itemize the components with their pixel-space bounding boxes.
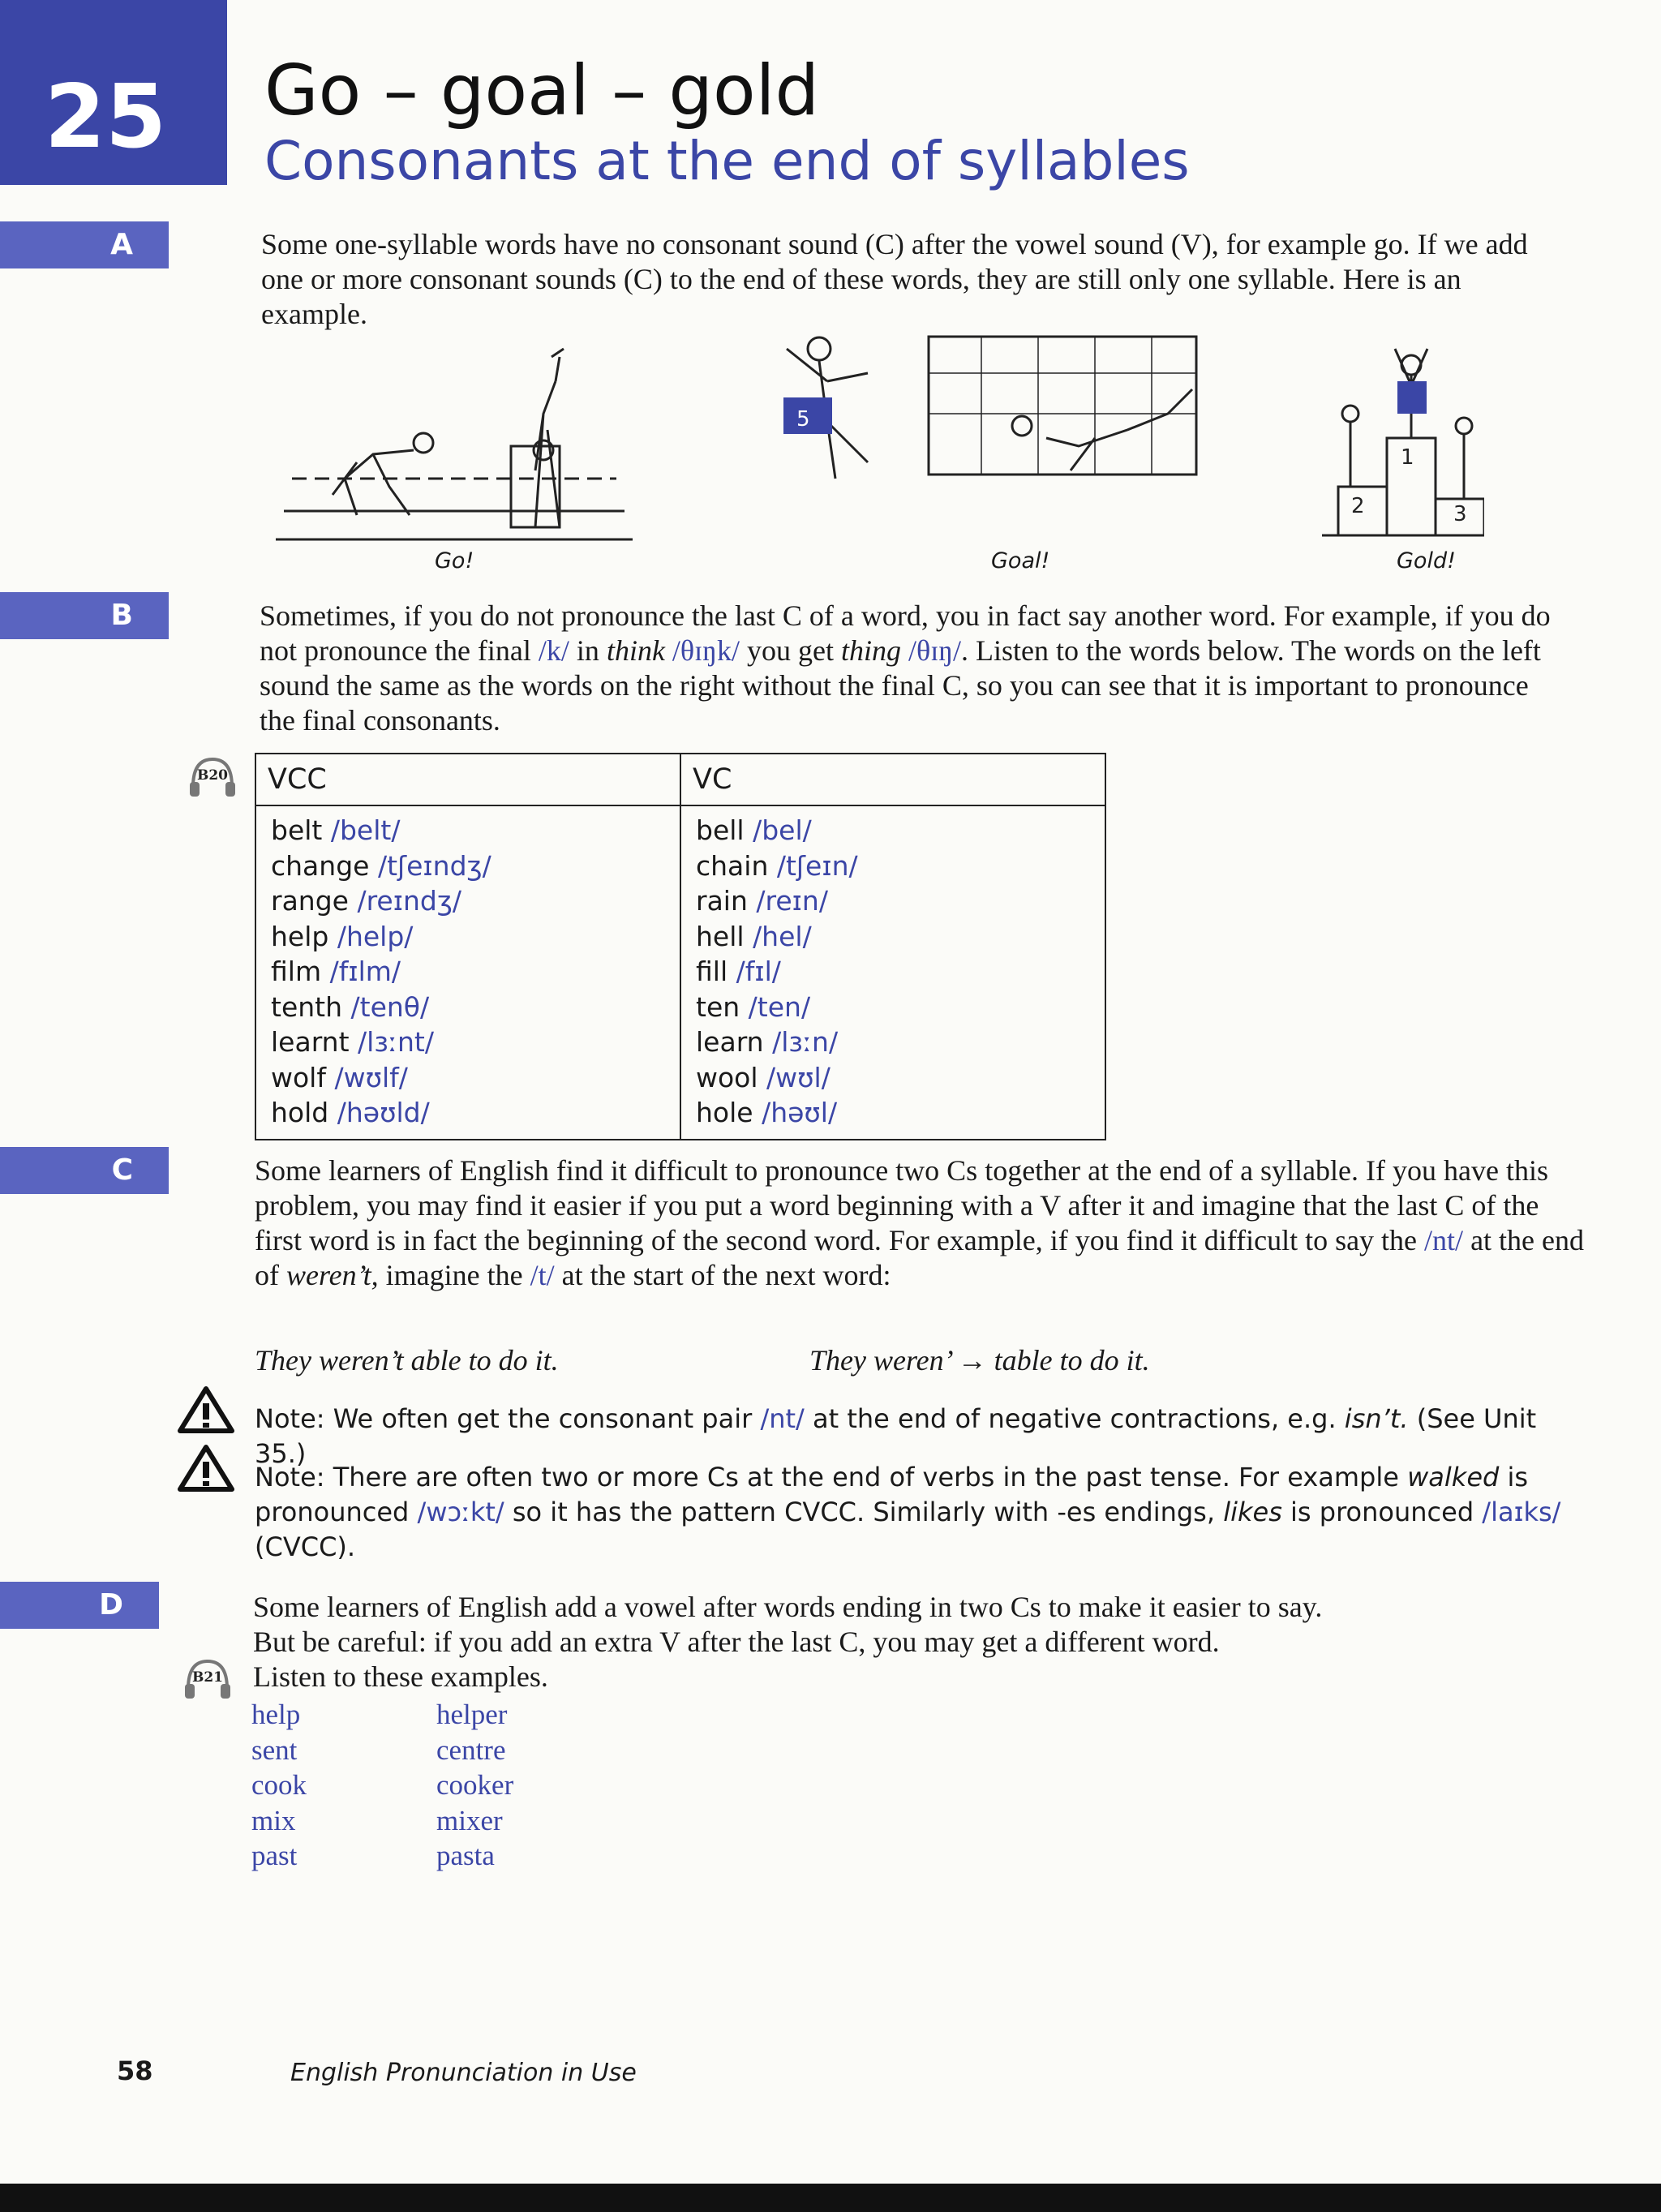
table-row: film /fɪlm/ (271, 956, 401, 987)
podium-place-first: 1 (1401, 445, 1414, 470)
warning-icon (177, 1444, 235, 1493)
book-title: English Pronunciation in Use (290, 2059, 637, 2087)
unit-number: 25 (44, 67, 167, 168)
table-row: rain /reɪn/ (696, 885, 828, 917)
table-row: chain /tʃeɪn/ (696, 849, 858, 882)
table-row: wolf /wʊlf/ (271, 1061, 408, 1093)
table-row: hole /həʊl/ (696, 1097, 838, 1128)
caption-goal: Goal! (991, 548, 1050, 573)
list-item: cooker (436, 1769, 514, 1801)
podium-place-second: 2 (1351, 494, 1365, 518)
caption-go: Go! (435, 548, 474, 573)
list-item: centre (436, 1733, 506, 1766)
vcc-vc-table (255, 753, 1106, 1140)
ipa-t: /t/ (530, 1259, 555, 1291)
example-linked-sentence: They weren’ → table to do it. (809, 1344, 1150, 1377)
audio-track-b20: B20 (196, 767, 229, 784)
ipa-k: /k/ (538, 634, 569, 667)
list-item: sent (251, 1733, 298, 1766)
table-row: range /reɪndʒ/ (271, 885, 462, 917)
table-row: hell /hel/ (696, 920, 812, 952)
example-sentence: They weren’t able to do it. (255, 1344, 559, 1377)
audio-headphones-icon[interactable] (182, 1656, 234, 1700)
section-tab-a: A (0, 221, 169, 268)
table-row: hold /həʊld/ (271, 1097, 430, 1128)
table-row: tenth /tenθ/ (271, 990, 430, 1023)
table-header-row (255, 754, 1105, 805)
caption-gold: Gold! (1397, 548, 1456, 573)
section-tab-d: D (0, 1582, 159, 1629)
note-negative-contractions: Note: We often get the consonant pair /nt/ at the end of negative contractions, e.g. isn’t. (See Unit 35.) (255, 1403, 1537, 1469)
section-tab-b: B (0, 592, 169, 639)
list-item: pasta (436, 1840, 495, 1871)
section-d-text-3: Listen to these examples. (253, 1660, 548, 1693)
word-pairs-right (436, 1697, 513, 1874)
page-title: Go – goal – gold (264, 50, 820, 131)
ipa-think: /θɪŋk/ (664, 634, 740, 667)
list-item: helper (436, 1699, 508, 1730)
section-b-text: Sometimes, if you do not pronounce the last C of a word, you in fact say another word. For example, if you do not pronounce the final /k/ in think /θɪŋk/ you get thing /θɪŋ/. Listen to the words below. The words on the left sound the same as the words on the right without the final C, so you can see that it is important to pronounce the final consonants. (260, 599, 1551, 737)
goal-drawing (787, 337, 1196, 479)
race-start-drawing (276, 349, 633, 539)
table-row: change /tʃeɪndʒ/ (271, 849, 491, 882)
table-row: belt /belt/ (271, 814, 401, 846)
list-item: help (251, 1699, 301, 1730)
bottom-edge-bar (0, 2184, 1661, 2212)
word-pairs-left (251, 1697, 307, 1874)
word-think: think (606, 634, 665, 667)
warning-icon (177, 1385, 235, 1434)
list-item: cook (251, 1769, 307, 1801)
table-row: learn /lɜːn/ (696, 1026, 839, 1058)
ipa-thing: /θɪŋ/ (900, 634, 962, 667)
page-number: 58 (117, 2055, 153, 2086)
ipa-nt: /nt/ (1424, 1224, 1464, 1256)
table-row: help /help/ (271, 920, 414, 952)
page-subtitle: Consonants at the end of syllables (264, 130, 1190, 192)
illustration-go-goal-gold (268, 324, 1484, 576)
section-d-text-2: But be careful: if you add an extra V after the last C, you may get a different word. (253, 1626, 1220, 1658)
table-header-vcc: VCC (255, 754, 680, 805)
list-item: past (251, 1840, 298, 1871)
table-row: fill /fɪl/ (696, 956, 781, 987)
vcc-column (255, 805, 680, 1140)
table-row: bell /bel/ (696, 814, 812, 846)
table-body-row (255, 805, 1105, 1140)
word-thing: thing (840, 634, 901, 667)
podium-place-third: 3 (1453, 502, 1467, 526)
list-item: mixer (436, 1804, 503, 1836)
section-c-text: Some learners of English find it difficult to pronounce two Cs together at the end of a syllable. If you have this problem, you may find it easier if you put a word beginning with a V after it and imagine that the last C of the first word is in fact the beginning of the second word. For example, if you find it difficult to say the /nt/ at the end of weren’t, imagine the /t/ at the start of the next word: (255, 1154, 1585, 1291)
note-past-tense: Note: There are often two or more Cs at the end of verbs in the past tense. For example walked is pronounced /wɔːkt/ so it has the pattern CVCC. Similarly with -es endings, likes is pronounced /laɪks/ (CVCC). (255, 1462, 1561, 1562)
table-row: wool /wʊl/ (696, 1061, 830, 1093)
list-item: mix (251, 1804, 296, 1836)
audio-headphones-icon[interactable] (187, 754, 238, 798)
section-d-text-1: Some learners of English add a vowel after words ending in two Cs to make it easier to say. (253, 1591, 1323, 1623)
table-row: ten /ten/ (696, 990, 811, 1023)
winner-shirt (1397, 381, 1427, 414)
word-werent: weren’t, (286, 1259, 379, 1291)
table-header-vc: VC (680, 754, 1105, 805)
table-row: learnt /lɜːnt/ (271, 1026, 434, 1058)
player-shirt-number: 5 (796, 407, 810, 432)
audio-track-b21: B21 (191, 1669, 224, 1686)
vc-column (680, 805, 1105, 1140)
section-a-text: Some one-syllable words have no consonant sound (C) after the vowel sound (V), for example go. If we add one or more consonant sounds (C) to the end of these words, they are still only one syllable. Here is an example. (261, 228, 1528, 330)
section-tab-c: C (0, 1147, 169, 1194)
